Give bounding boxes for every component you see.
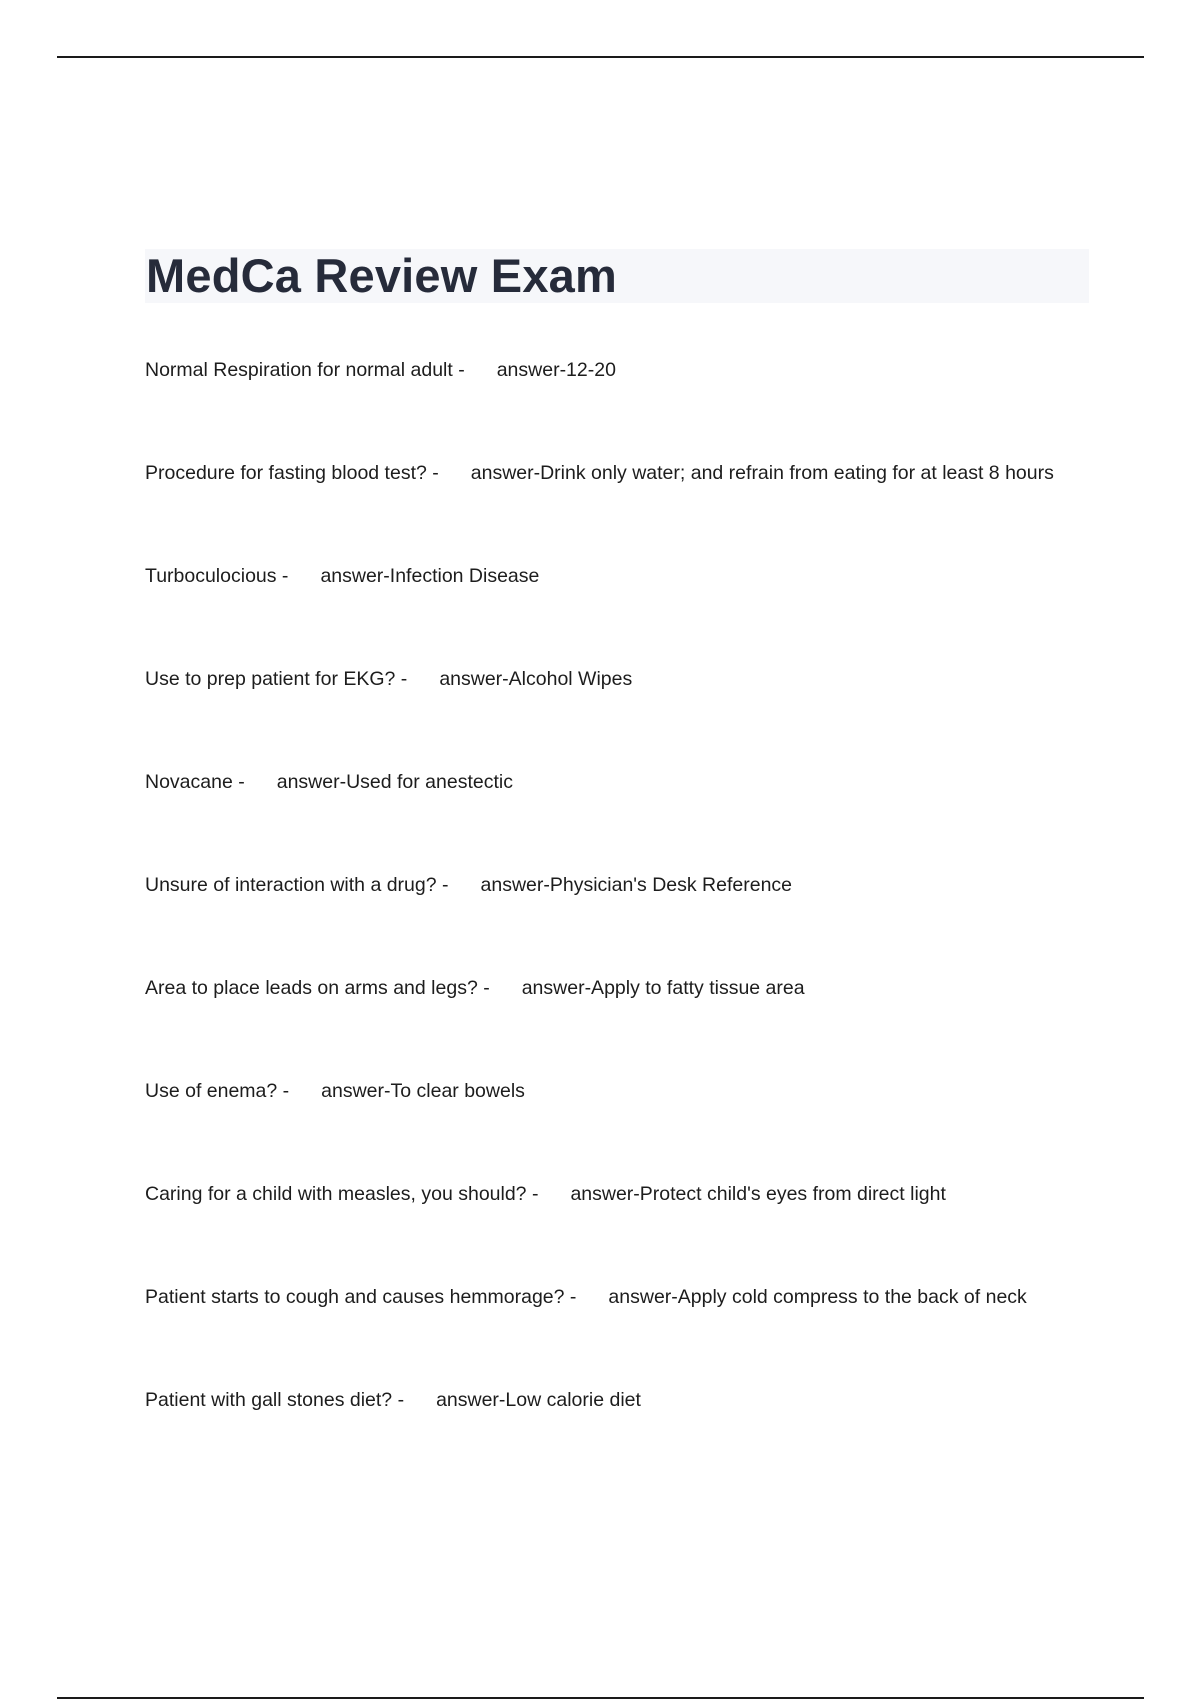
answer-text: answer-Used for anestectic xyxy=(276,771,513,793)
question-text: Turboculocious - xyxy=(145,565,289,587)
question-text: Procedure for fasting blood test? - xyxy=(145,462,439,484)
qa-item xyxy=(145,560,1085,593)
question-text: Use of enema? - xyxy=(145,1080,290,1102)
answer-text: answer-Physician's Desk Reference xyxy=(480,874,793,896)
header-rule xyxy=(57,56,1144,58)
answer-text: answer-To clear bowels xyxy=(321,1080,525,1102)
footer-rule xyxy=(57,1697,1144,1699)
qa-item xyxy=(145,1178,1085,1211)
qa-list xyxy=(145,354,1085,1487)
question-text: Patient starts to cough and causes hemmorage? - xyxy=(145,1286,577,1308)
question-text: Caring for a child with measles, you should? - xyxy=(145,1183,539,1205)
question-text: Normal Respiration for normal adult - xyxy=(145,359,465,381)
answer-text: answer-Alcohol Wipes xyxy=(439,668,633,690)
question-text: Unsure of interaction with a drug? - xyxy=(145,874,449,896)
answer-text: answer-Low calorie diet xyxy=(436,1389,641,1411)
document-title: MedCa Review Exam xyxy=(146,249,617,302)
qa-item xyxy=(145,1384,1085,1417)
answer-text: answer-Apply cold compress to the back of neck xyxy=(608,1286,1027,1308)
qa-item xyxy=(145,1281,1085,1314)
question-text: Area to place leads on arms and legs? - xyxy=(145,977,490,999)
qa-item xyxy=(145,354,1085,387)
answer-text: answer-Infection Disease xyxy=(320,565,540,587)
answer-text: answer-Protect child's eyes from direct light xyxy=(570,1183,946,1205)
qa-item xyxy=(145,766,1085,799)
answer-text: answer-Drink only water; and refrain from eating for at least 8 hours xyxy=(470,462,1054,484)
answer-text: answer-12-20 xyxy=(496,359,616,381)
question-text: Novacane - xyxy=(145,771,245,793)
answer-text: answer-Apply to fatty tissue area xyxy=(521,977,805,999)
qa-item xyxy=(145,869,1085,902)
qa-item xyxy=(145,663,1085,696)
qa-item xyxy=(145,1075,1085,1108)
qa-item xyxy=(145,972,1085,1005)
qa-item xyxy=(145,457,1085,490)
question-text: Use to prep patient for EKG? - xyxy=(145,668,408,690)
question-text: Patient with gall stones diet? - xyxy=(145,1389,405,1411)
